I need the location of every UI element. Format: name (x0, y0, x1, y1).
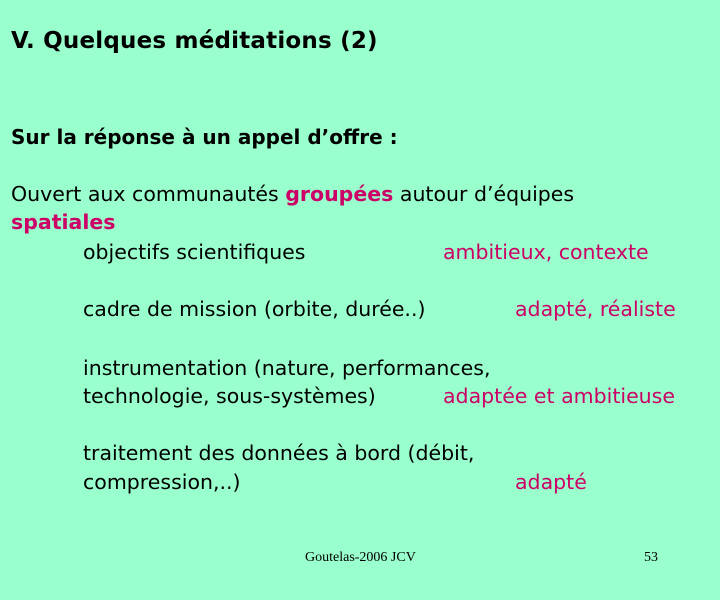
intro-emphasis-groupees: groupées (285, 182, 394, 206)
criterion-3-label-line-1: instrumentation (nature, performances, (83, 356, 491, 380)
criterion-3-label-line-2: technologie, sous-systèmes) (83, 384, 376, 408)
footer-credit: Goutelas-2006 JCV (305, 550, 416, 565)
intro-line-1 (11, 182, 574, 206)
criterion-2-assessment: adapté, réaliste (515, 297, 676, 321)
criterion-4-label-line-1: traitement des données à bord (débit, (83, 441, 475, 465)
page-number: 53 (644, 550, 658, 565)
slide-subtitle: Sur la réponse à un appel d’offre : (11, 125, 398, 149)
criterion-1-assessment: ambitieux, contexte (443, 240, 649, 264)
criterion-3-assessment: adaptée et ambitieuse (443, 384, 675, 408)
criterion-4-label-line-2: compression,..) (83, 470, 241, 494)
intro-text-part1: Ouvert aux communautés (11, 182, 286, 206)
criterion-1-label: objectifs scientifiques (83, 240, 306, 264)
criterion-4-assessment: adapté (515, 470, 587, 494)
intro-emphasis-spatiales: spatiales (11, 210, 116, 234)
criterion-2-label: cadre de mission (orbite, durée..) (83, 297, 426, 321)
intro-text-part2: autour d’équipes (393, 182, 575, 206)
slide-title: V. Quelques méditations (2) (11, 28, 378, 54)
